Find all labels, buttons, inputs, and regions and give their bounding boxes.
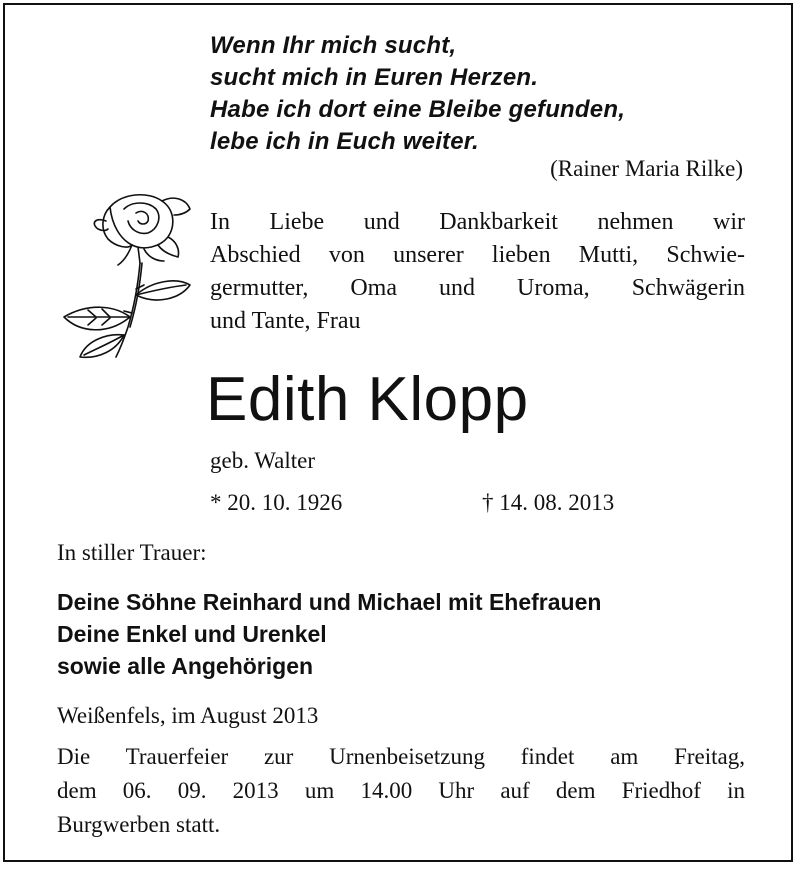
poem-line: lebe ich in Euch weiter. (210, 128, 479, 155)
mourner-line: sowie alle Angehörigen (57, 653, 314, 679)
place-date: Weißenfels, im August 2013 (57, 703, 319, 728)
maiden-name: geb. Walter (210, 448, 316, 473)
poem (210, 30, 625, 158)
intro-line: germutter, Oma und Uroma, Schwägerin (210, 275, 745, 301)
intro-line: Abschied von unserer lieben Mutti, Schwie- (210, 242, 745, 268)
service-line: dem 06. 09. 2013 um 14.00 Uhr auf dem Friedhof in (57, 778, 745, 803)
rose-icon (40, 185, 202, 360)
poem-line: Wenn Ihr mich sucht, (210, 32, 457, 59)
poem-line: sucht mich in Euren Herzen. (210, 64, 539, 91)
service-notice (57, 740, 745, 842)
intro-line: und Tante, Frau (210, 308, 361, 334)
poem-author: (Rainer Maria Rilke) (550, 156, 743, 181)
deceased-name: Edith Klopp (206, 365, 529, 434)
service-line: Die Trauerfeier zur Urnenbeisetzung findet am Freitag, (57, 744, 745, 769)
mourner-line: Deine Söhne Reinhard und Michael mit Ehefrauen (57, 589, 602, 615)
mourning-heading: In stiller Trauer: (57, 540, 207, 565)
intro-line: In Liebe und Dankbarkeit nehmen wir (210, 209, 745, 235)
death-date: † 14. 08. 2013 (482, 490, 615, 515)
birth-date: * 20. 10. 1926 (210, 490, 343, 515)
intro-text (210, 206, 745, 338)
mourners-list (57, 586, 601, 682)
poem-line: Habe ich dort eine Bleibe gefunden, (210, 96, 626, 123)
service-line: Burgwerben statt. (57, 812, 221, 837)
mourner-line: Deine Enkel und Urenkel (57, 621, 327, 647)
